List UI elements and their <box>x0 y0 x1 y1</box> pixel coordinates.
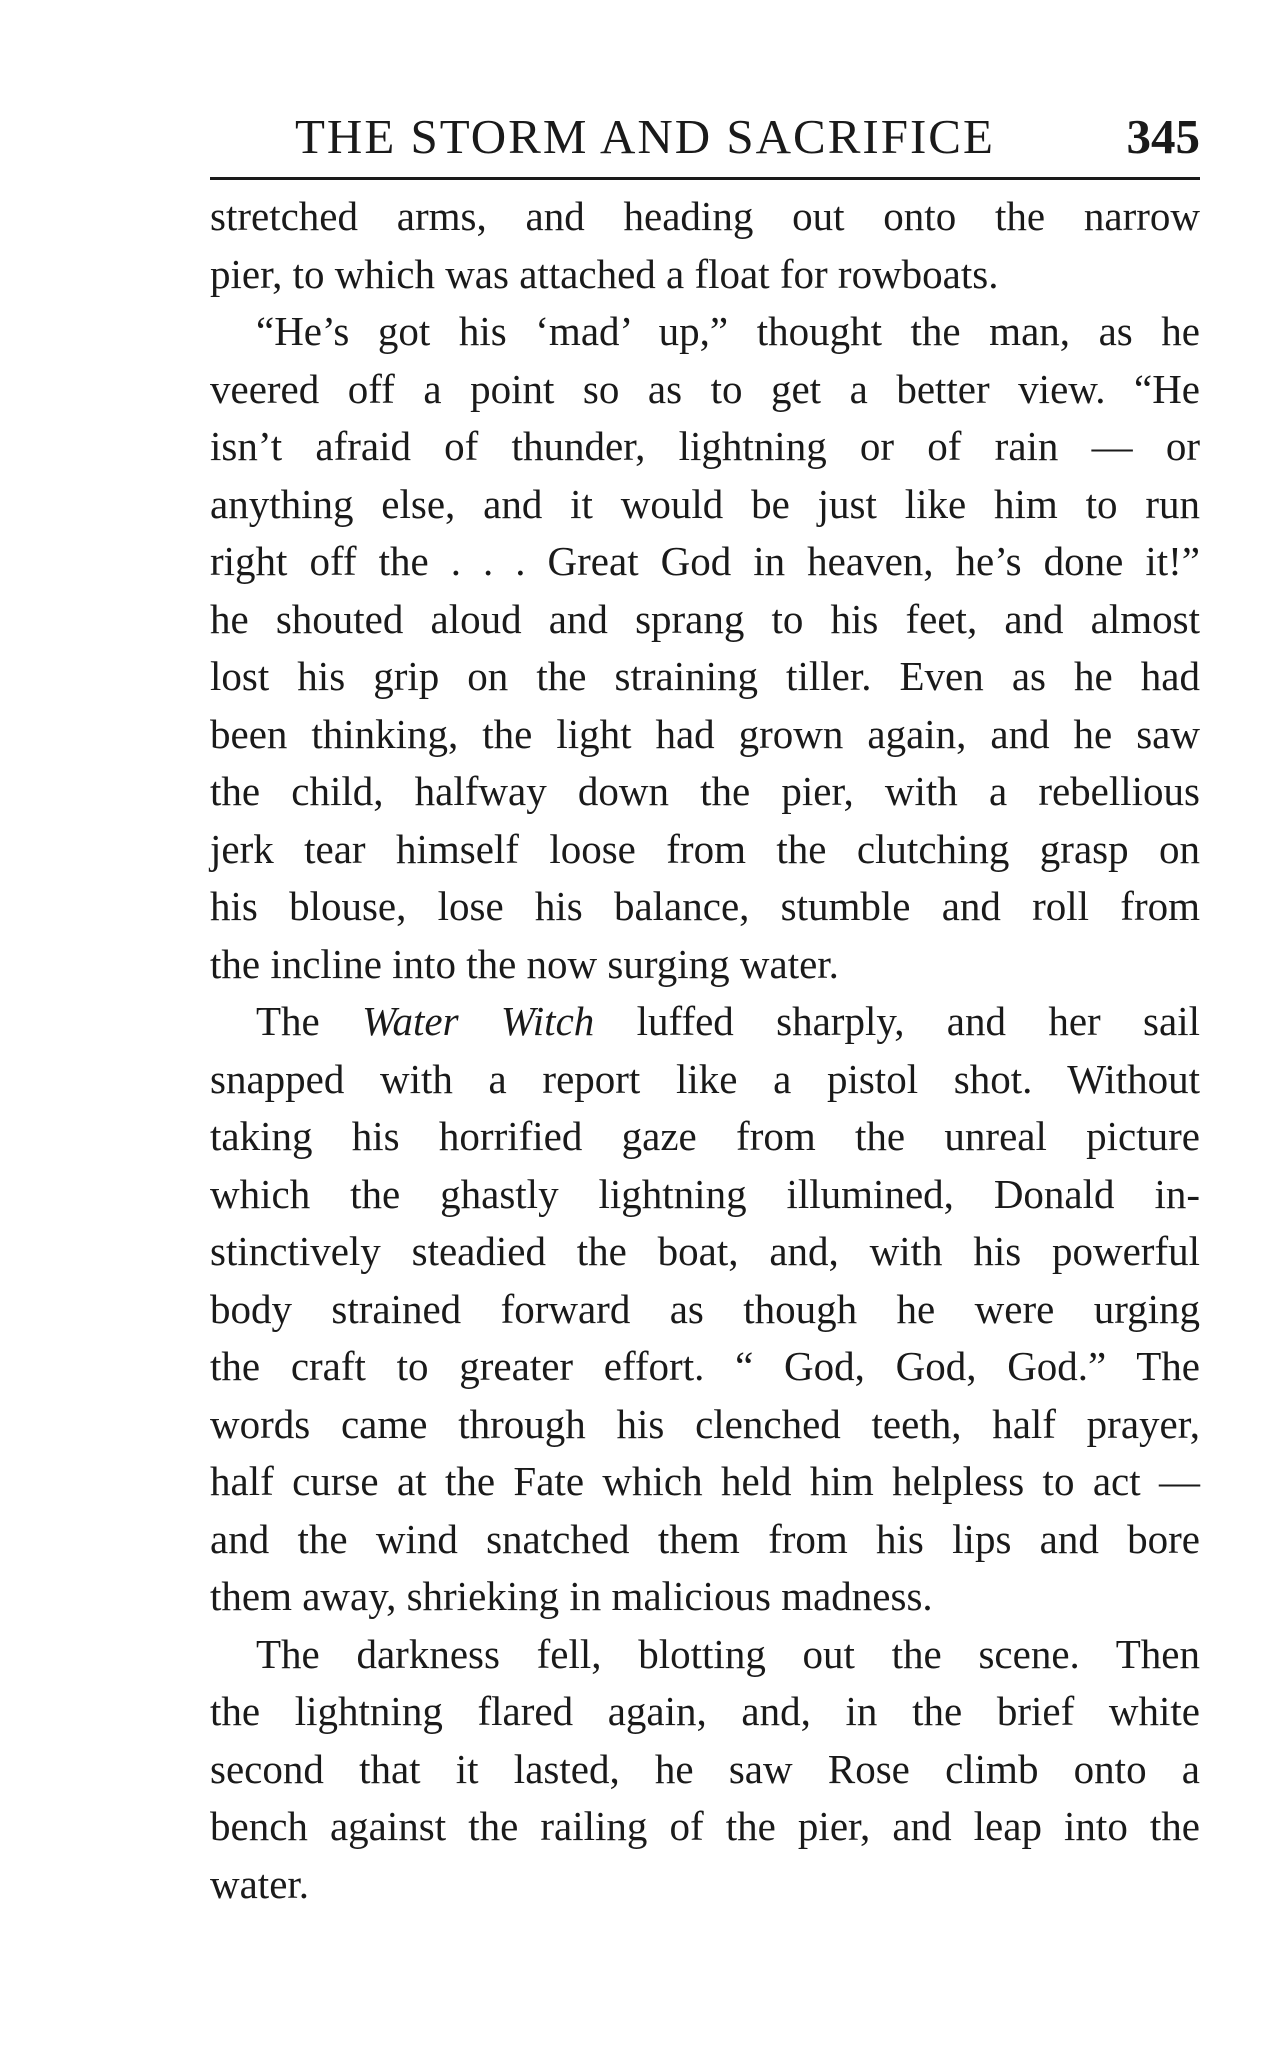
text-line: bench against the railing of the pier, and leap into the <box>210 1803 1200 1849</box>
line-suffix: luffed sharply, and her sail <box>636 998 1200 1044</box>
text-line: water. <box>210 1860 310 1907</box>
text-line: right off the . . . Great God in heaven, he’s done it!” <box>210 538 1200 584</box>
text-line: snapped with a report like a pistol shot. Without <box>210 1055 1200 1102</box>
text-line: veered off a point so as to get a better view. “He <box>210 365 1200 412</box>
text-line: been thinking, the light had grown again, and he saw <box>210 710 1200 757</box>
text-line: The darkness fell, blotting out the scene. Then <box>256 1630 1200 1677</box>
page-number: 345 <box>1126 109 1200 164</box>
text-line-ship-name <box>210 993 1200 1051</box>
line-prefix: The <box>256 998 320 1044</box>
text-line: jerk tear himself loose from the clutching grasp on <box>210 825 1200 872</box>
text-line: his blouse, lose his balance, stumble and roll from <box>210 883 1200 929</box>
text-line: and the wind snatched them from his lips and bore <box>210 1515 1200 1562</box>
page-header <box>295 108 1200 168</box>
text-line: lost his grip on the straining tiller. Even as he had <box>210 653 1200 699</box>
text-line: the lightning flared again, and, in the brief white <box>210 1688 1200 1734</box>
text-line: the craft to greater effort. “ God, God, God.” The <box>210 1343 1200 1389</box>
text-line: the child, halfway down the pier, with a rebellious <box>210 768 1200 814</box>
text-line: which the ghastly lightning illumined, Donald in- <box>210 1170 1200 1217</box>
text-line: pier, to which was attached a float for rowboats. <box>210 250 999 297</box>
text-line: isn’t afraid of thunder, lightning or of rain — or <box>210 423 1200 469</box>
text-line: taking his horrified gaze from the unreal picture <box>210 1113 1200 1159</box>
text-line: the incline into the now surging water. <box>210 940 839 987</box>
text-line: body strained forward as though he were urging <box>210 1285 1200 1332</box>
text-line: anything else, and it would be just like him to run <box>210 480 1200 527</box>
text-line: stretched arms, and heading out onto the narrow <box>210 193 1200 239</box>
text-line: “He’s got his ‘mad’ up,” thought the man, as he <box>256 308 1200 354</box>
text-line: he shouted aloud and sprang to his feet, and almost <box>210 595 1200 642</box>
text-line: half curse at the Fate which held him helpless to act — <box>210 1458 1200 1504</box>
text-line: second that it lasted, he saw Rose climb onto a <box>210 1745 1200 1792</box>
body-text <box>210 188 1200 1913</box>
text-line: stinctively steadied the boat, and, with his powerful <box>210 1228 1200 1274</box>
running-head: THE STORM AND SACRIFICE <box>295 109 995 164</box>
header-rule <box>210 177 1200 180</box>
text-line: words came through his clenched teeth, half prayer, <box>210 1400 1200 1447</box>
ship-name: Water Witch <box>362 998 595 1044</box>
text-line: them away, shrieking in malicious madness. <box>210 1573 933 1619</box>
